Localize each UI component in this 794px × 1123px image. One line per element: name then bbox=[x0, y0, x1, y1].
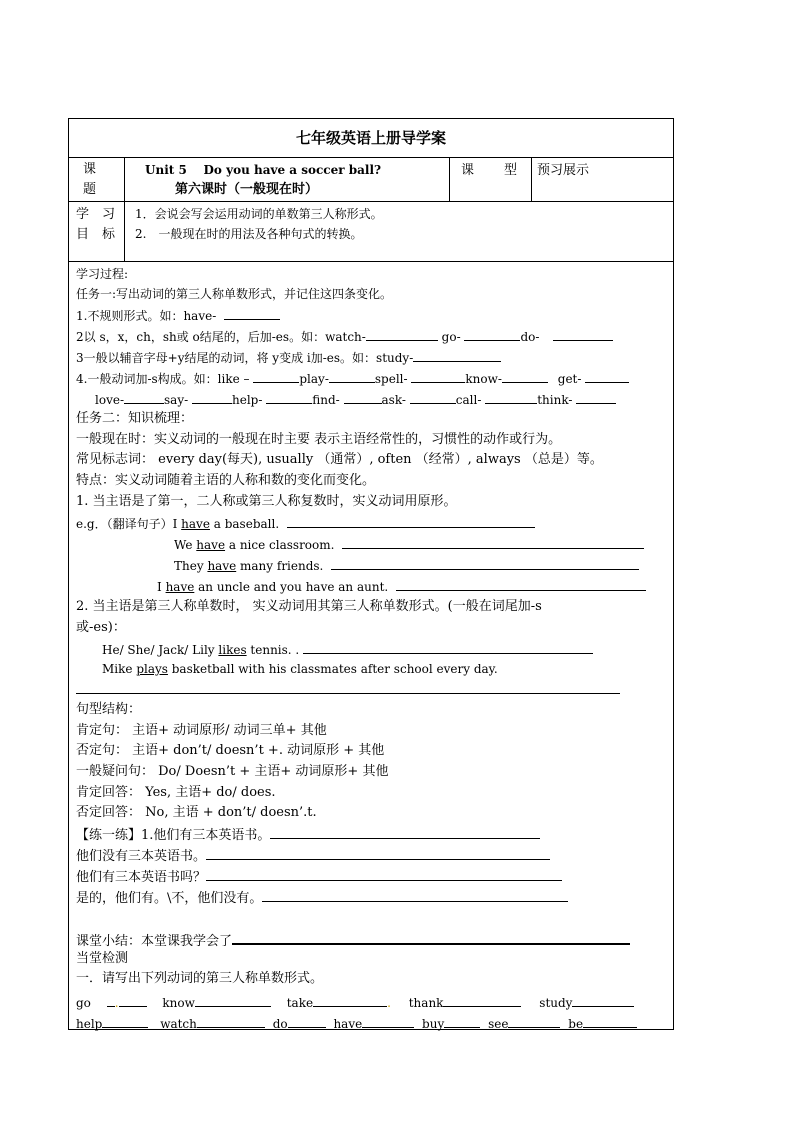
example-line bbox=[76, 515, 535, 532]
answer-blank[interactable] bbox=[253, 370, 299, 383]
answer-blank[interactable] bbox=[329, 370, 375, 383]
answer-blank[interactable] bbox=[485, 391, 537, 404]
rule-text: 1.不规则形式。如：have- bbox=[76, 309, 217, 323]
summary-text: 课堂小结：本堂课我学会了 bbox=[76, 934, 233, 949]
answer-blank[interactable] bbox=[206, 868, 562, 881]
verb-item: take bbox=[286, 996, 314, 1010]
goals-label: 学 习 bbox=[76, 207, 116, 222]
verb-item: know bbox=[162, 996, 195, 1010]
example-text: He/ She/ Jack/ Lily bbox=[102, 643, 219, 657]
task1-title: 任务一:写出动词的第三人称单数形式，并记住这四条变化。 bbox=[76, 287, 393, 301]
example-text: Mike bbox=[102, 662, 137, 676]
translation-blank[interactable] bbox=[331, 557, 639, 570]
example-text: many friends. bbox=[236, 559, 324, 573]
example-verb: plays bbox=[136, 662, 168, 676]
verb-item: see bbox=[488, 1017, 509, 1031]
answer-blank[interactable] bbox=[583, 1015, 637, 1028]
rule-text: think- bbox=[537, 393, 573, 407]
rule-text: help- bbox=[231, 393, 263, 407]
answer-blank[interactable] bbox=[410, 391, 456, 404]
translation-blank[interactable] bbox=[76, 681, 620, 694]
rule-line bbox=[76, 328, 613, 345]
rule-line bbox=[95, 391, 616, 408]
structure-yes-answer: 肯定回答： Yes, 主语+ do/ does. bbox=[76, 785, 276, 800]
rule-text: say- bbox=[164, 393, 189, 407]
check-title: 当堂检测 bbox=[76, 951, 129, 966]
rule-line bbox=[76, 370, 629, 387]
answer-blank[interactable] bbox=[464, 328, 520, 341]
example-text: tennis. . bbox=[246, 643, 300, 657]
rule-line bbox=[76, 307, 280, 324]
translation-blank[interactable] bbox=[303, 641, 593, 654]
answer-blank[interactable] bbox=[197, 1015, 265, 1028]
structure-no-answer: 否定回答： No, 主语 + don’t/ doesn’.t. bbox=[76, 805, 317, 820]
example-text: a baseball. bbox=[209, 517, 280, 531]
answer-blank[interactable] bbox=[224, 307, 280, 320]
topic-label: 题 bbox=[83, 182, 97, 197]
rule-text: get- bbox=[557, 372, 582, 386]
rule-text: ask- bbox=[381, 393, 406, 407]
answer-blank[interactable] bbox=[572, 994, 634, 1007]
process-heading: 学习过程: bbox=[76, 267, 129, 281]
goal-item: 1．会说会写会运用动词的单数第三人称形式。 bbox=[135, 207, 383, 221]
example-text: an uncle and you have an aunt. bbox=[194, 580, 389, 594]
translation-blank[interactable] bbox=[287, 515, 535, 528]
practice-text: 他们有三本英语书吗？ bbox=[76, 870, 207, 885]
rule-text: go- bbox=[441, 330, 461, 344]
answer-blank[interactable] bbox=[366, 328, 438, 341]
rule-text: love- bbox=[95, 393, 124, 407]
verb-item: study bbox=[539, 996, 573, 1010]
answer-blank[interactable] bbox=[119, 994, 147, 1007]
check-row bbox=[76, 994, 634, 1011]
answer-blank[interactable] bbox=[508, 1015, 560, 1028]
practice-line bbox=[76, 847, 550, 865]
verb-item: go bbox=[76, 996, 91, 1010]
col-divider bbox=[124, 157, 125, 261]
answer-blank[interactable] bbox=[266, 391, 312, 404]
example-text: I bbox=[157, 580, 166, 594]
practice-text: 是的，他们有。\不，他们没有。 bbox=[76, 891, 263, 906]
summary-blank[interactable] bbox=[232, 931, 630, 945]
verb-item: help bbox=[76, 1017, 103, 1031]
structure-negative: 否定句： 主语+ don’t/ doesn’t +. 动词原形 + 其他 bbox=[76, 743, 385, 758]
example-text: I bbox=[172, 517, 182, 531]
example-line bbox=[174, 536, 644, 553]
verb-item: buy bbox=[422, 1017, 445, 1031]
task2-definition: 一般现在时：实义动词的一般现在时主要 表示主语经常性的，习惯性的动作或行为。 bbox=[76, 432, 562, 447]
rule-line bbox=[76, 349, 501, 366]
answer-blank[interactable] bbox=[107, 994, 115, 1007]
example-verb: have bbox=[207, 559, 237, 573]
topic-label: 课 bbox=[83, 162, 97, 177]
answer-blank[interactable] bbox=[444, 1015, 480, 1028]
example-text: a nice classroom. bbox=[225, 538, 335, 552]
rule-text: do- bbox=[520, 330, 540, 344]
example-line bbox=[102, 641, 593, 658]
rule-text: 2以 s，x，ch，sh或 o结尾的，后加-es。如：watch- bbox=[76, 330, 366, 344]
answer-blank[interactable] bbox=[411, 370, 465, 383]
structure-affirmative: 肯定句： 主语+ 动词原形/ 动词三单+ 其他 bbox=[76, 723, 327, 738]
check-question: 一．请写出下列动词的第三人称单数形式。 bbox=[76, 971, 324, 986]
verb-item: thank bbox=[408, 996, 444, 1010]
verb-item: have bbox=[333, 1017, 363, 1031]
answer-blank[interactable] bbox=[288, 1015, 326, 1028]
answer-blank[interactable] bbox=[102, 1015, 148, 1028]
translation-blank[interactable] bbox=[342, 536, 644, 549]
task2-point2: 2. 当主语是第三人称单数时， 实义动词用其第三人称单数形式。(一般在词尾加-s bbox=[76, 599, 542, 614]
verb-item: do bbox=[272, 1017, 288, 1031]
col-divider bbox=[531, 157, 532, 201]
example-verb: likes bbox=[218, 643, 247, 657]
mark-dot: . bbox=[387, 996, 391, 1010]
practice-line bbox=[76, 826, 540, 844]
example-prefix: e.g．（翻译句子） bbox=[76, 517, 173, 531]
example-verb: have bbox=[181, 517, 210, 531]
answer-blank[interactable] bbox=[270, 826, 540, 839]
answer-blank[interactable] bbox=[413, 349, 501, 362]
type-value: 预习展示 bbox=[537, 163, 590, 178]
practice-line bbox=[76, 889, 568, 907]
task2-point1: 1. 当主语是了第一，二人称或第三人称复数时，实义动词用原形。 bbox=[76, 494, 457, 509]
answer-blank[interactable] bbox=[576, 391, 616, 404]
example-verb: have bbox=[196, 538, 226, 552]
answer-blank[interactable] bbox=[344, 391, 382, 404]
practice-text: 他们没有三本英语书。 bbox=[76, 849, 207, 864]
page-title: 七年级英语上册导学案 bbox=[295, 129, 446, 147]
answer-blank[interactable] bbox=[124, 391, 164, 404]
example-text: basketball with his classmates after school every day. bbox=[167, 662, 498, 676]
row-divider bbox=[69, 201, 673, 202]
answer-blank[interactable] bbox=[502, 370, 548, 383]
rule-text: play- bbox=[299, 372, 329, 386]
answer-blank[interactable] bbox=[195, 994, 271, 1007]
answer-blank[interactable] bbox=[313, 994, 387, 1007]
lesson-title: 第六课时（一般现在时） bbox=[175, 182, 319, 197]
rule-text: 4.一般动词加-s构成。如：like – bbox=[76, 372, 250, 386]
answer-blank[interactable] bbox=[206, 847, 550, 860]
summary-line bbox=[76, 931, 630, 950]
type-label: 课 bbox=[461, 163, 475, 178]
verb-item: watch bbox=[160, 1017, 197, 1031]
practice-text: 【练一练】1.他们有三本英语书。 bbox=[76, 828, 271, 843]
rule-text: know- bbox=[465, 372, 502, 386]
rule-text: spell- bbox=[374, 372, 408, 386]
example-line bbox=[157, 578, 646, 595]
goal-item: 2. 一般现在时的用法及各种句式的转换。 bbox=[135, 227, 363, 241]
translation-blank[interactable] bbox=[396, 578, 646, 591]
worksheet-table bbox=[68, 118, 674, 1030]
example-line bbox=[76, 681, 620, 698]
rule-text: 3一般以辅音字母+y结尾的动词，将 y变成 i加-es。如：study- bbox=[76, 351, 414, 365]
structure-title: 句型结构： bbox=[76, 702, 142, 717]
example-line bbox=[174, 557, 639, 574]
practice-line bbox=[76, 868, 562, 886]
structure-question: 一般疑问句： Do/ Doesn’t + 主语+ 动词原形+ 其他 bbox=[76, 764, 389, 779]
answer-blank[interactable] bbox=[585, 370, 629, 383]
example-verb: have bbox=[165, 580, 195, 594]
answer-blank[interactable] bbox=[553, 328, 613, 341]
task2-markers: 常见标志词： every day(每天), usually （通常）, often （经常）, always （总是）等。 bbox=[76, 452, 603, 467]
example-text: We bbox=[174, 538, 197, 552]
rule-text: find- bbox=[312, 393, 340, 407]
answer-blank[interactable] bbox=[443, 994, 521, 1007]
answer-blank[interactable] bbox=[362, 1015, 414, 1028]
check-row bbox=[76, 1015, 637, 1032]
mark-dot: . bbox=[114, 996, 119, 1010]
row-divider bbox=[69, 261, 673, 262]
answer-blank[interactable] bbox=[192, 391, 232, 404]
type-label: 型 bbox=[504, 163, 518, 178]
verb-item: be bbox=[568, 1017, 584, 1031]
unit-title: Unit 5 Do you have a soccer ball? bbox=[145, 163, 382, 177]
example-line bbox=[102, 662, 498, 677]
task2-title: 任务二：知识梳理： bbox=[76, 411, 194, 426]
col-divider bbox=[449, 157, 450, 201]
task2-point2: 或-es)： bbox=[76, 620, 126, 635]
goals-label: 目 标 bbox=[76, 227, 116, 242]
rule-text: call- bbox=[455, 393, 482, 407]
answer-blank[interactable] bbox=[262, 889, 568, 902]
row-divider bbox=[69, 157, 673, 158]
task2-feature: 特点：实义动词随着主语的人称和数的变化而变化。 bbox=[76, 473, 376, 488]
example-text: They bbox=[174, 559, 208, 573]
